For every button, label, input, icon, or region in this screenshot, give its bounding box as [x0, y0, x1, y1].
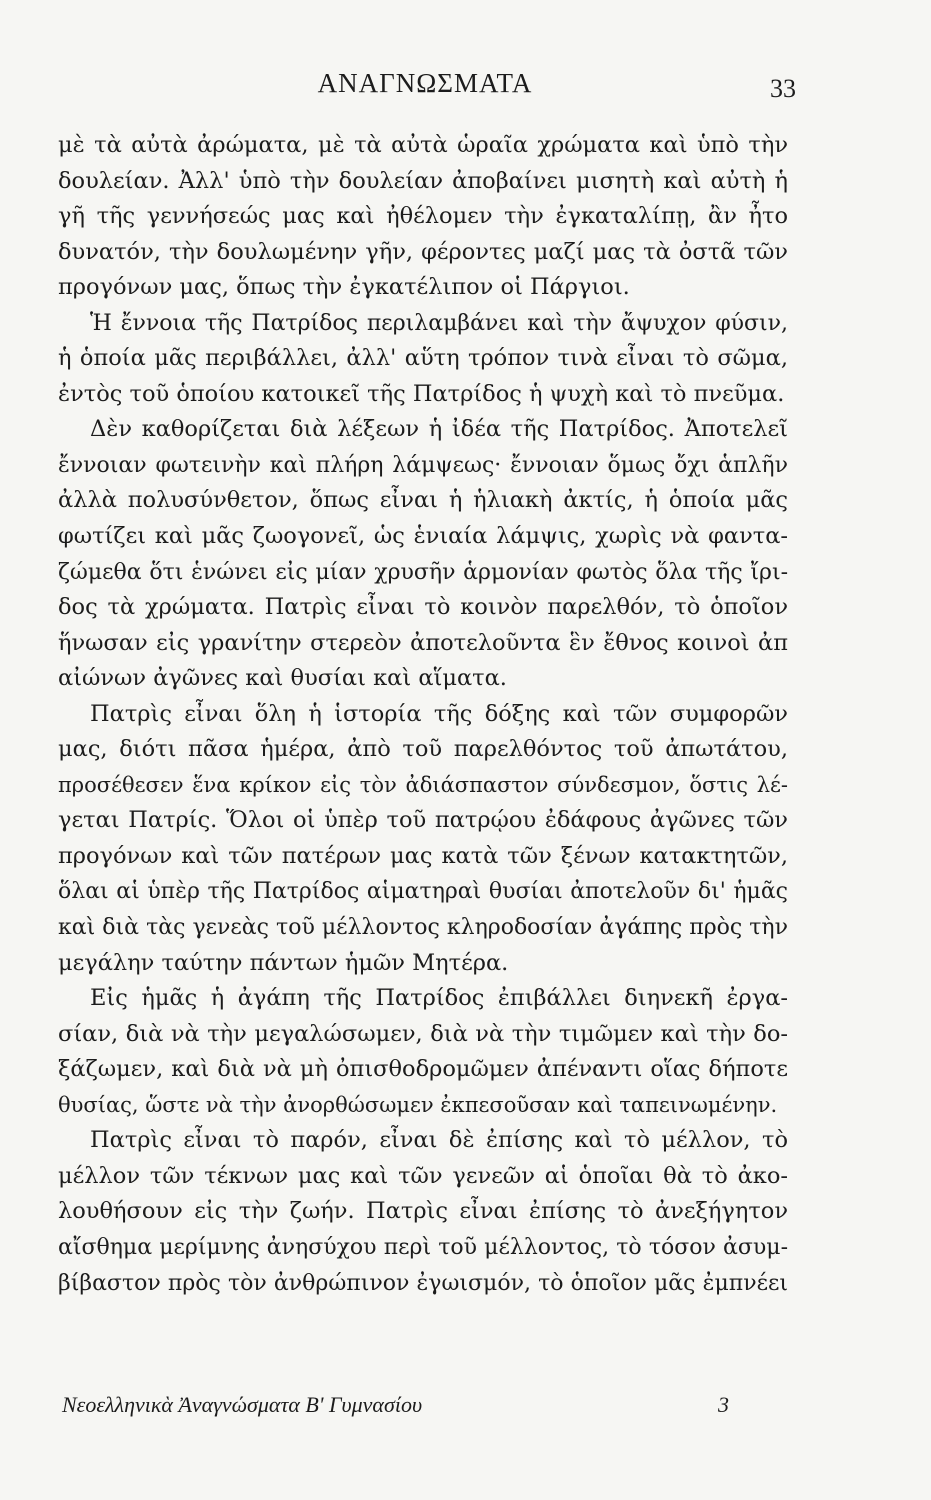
text-line: αἴσθημα μερίμνης ἀνησύχου περὶ τοῦ μέλλοντος, τὸ τόσον ἀσυμ- — [58, 1234, 788, 1260]
text-line: μεγάλην ταύτην πάντων ἡμῶν Μητέρα. — [58, 949, 509, 976]
text-line: ἔννοιαν φωτεινὴν καὶ πλήρη λάμψεως· ἔννοιαν ὅμως ὄχι ἁπλῆν — [58, 452, 788, 478]
text-line: λουθήσουν εἰς τὴν ζωήν. Πατρὶς εἶναι ἐπίσης τὸ ἀνεξήγητον — [58, 1198, 788, 1225]
paragraph-first-line: Δὲν καθορίζεται διὰ λέξεων ἡ ἰδέα τῆς Πατρίδος. Ἀποτελεῖ — [90, 416, 788, 443]
signature-mark: 3 — [718, 1392, 729, 1417]
text-line: γεται Πατρίς. Ὅλοι οἱ ὑπὲρ τοῦ πατρῴου ἐδάφους ἀγῶνες τῶν — [58, 807, 788, 834]
text-line: δυνατόν, τὴν δουλωμένην γῆν, φέροντες μαζί μας τὰ ὀστᾶ τῶν — [58, 238, 788, 265]
text-line: προγόνων καὶ τῶν πατέρων μας κατὰ τῶν ξένων κατακτητῶν, — [58, 842, 788, 869]
text-line: δουλείαν. Ἀλλ' ὑπὸ τὴν δουλείαν ἀποβαίνει μισητὴ καὶ αὐτὴ ἡ — [58, 167, 788, 194]
text-line: ξάζωμεν, καὶ διὰ νὰ μὴ ὀπισθοδρομῶμεν ἀπέναντι οἵας δήποτε — [58, 1056, 788, 1083]
text-line: ὅλαι αἱ ὑπὲρ τῆς Πατρίδος αἱματηραὶ θυσίαι ἀποτελοῦν δι' ἡμᾶς — [58, 879, 788, 905]
text-line: καὶ διὰ τὰς γενεὰς τοῦ μέλλοντος κληροδοσίαν ἀγάπης πρὸς τὴν — [58, 915, 788, 941]
running-title: ΑΝΑΓΝΩΣΜΑΤΑ — [317, 68, 533, 98]
text-line: ἡ ὁποία μᾶς περιβάλλει, ἀλλ' αὕτη τρόπον τινὰ εἶναι τὸ σῶμα, — [58, 345, 788, 372]
paragraph-first-line: Εἰς ἡμᾶς ἡ ἀγάπη τῆς Πατρίδος ἐπιβάλλει διηνεκῆ ἐργα- — [90, 985, 788, 1012]
text-line: μὲ τὰ αὐτὰ ἀρώματα, μὲ τὰ αὐτὰ ὡραῖα χρώματα καὶ ὑπὸ τὴν — [58, 132, 788, 158]
text-line: προγόνων μας, ὅπως τὴν ἐγκατέλιπον οἱ Πάργιοι. — [58, 274, 630, 301]
text-line: φωτίζει καὶ μᾶς ζωογονεῖ, ὡς ἑνιαία λάμψις, χωρὶς νὰ φαντα- — [58, 523, 788, 550]
text-line: αἰώνων ἀγῶνες καὶ θυσίαι καὶ αἵματα. — [58, 665, 507, 692]
text-line: μέλλον τῶν τέκνων μας καὶ τῶν γενεῶν αἱ ὁποῖαι θὰ τὸ ἀκο- — [58, 1162, 788, 1189]
paragraph-first-line: Πατρὶς εἶναι τὸ παρόν, εἶναι δὲ ἐπίσης καὶ τὸ μέλλον, τὸ — [90, 1127, 788, 1154]
text-line: θυσίας, ὥστε νὰ τὴν ἀνορθώσωμεν ἐκπεσοῦσαν καὶ ταπεινωμένην. — [58, 1092, 778, 1117]
text-line: βίβαστον πρὸς τὸν ἀνθρώπινον ἐγωισμόν, τὸ ὁποῖον μᾶς ἐμπνέει — [58, 1270, 788, 1296]
paragraph-first-line: Πατρὶς εἶναι ὅλη ἡ ἱστορία τῆς δόξης καὶ τῶν συμφορῶν — [90, 700, 788, 727]
text-line: ζώμεθα ὅτι ἑνώνει εἰς μίαν χρυσῆν ἁρμονίαν φωτὸς ὅλα τῆς ἴρι- — [58, 559, 788, 585]
body-text — [58, 128, 788, 1301]
text-line: δος τὰ χρώματα. Πατρὶς εἶναι τὸ κοινὸν παρελθόν, τὸ ὁποῖον — [58, 594, 788, 621]
text-line: γῆ τῆς γεννήσεώς μας καὶ ἠθέλομεν τὴν ἐγκαταλίπῃ, ἂν ἦτο — [58, 203, 788, 230]
running-header — [60, 68, 796, 112]
page-number: 33 — [770, 74, 796, 103]
text-line: μας, διότι πᾶσα ἡμέρα, ἀπὸ τοῦ παρελθόντος τοῦ ἀπωτάτου, — [58, 736, 788, 763]
text-line: προσέθεσεν ἕνα κρίκον εἰς τὸν ἀδιάσπαστον σύνδεσμον, ὅστις λέ- — [58, 772, 788, 797]
text-line: ἀλλὰ πολυσύνθετον, ὅπως εἶναι ἡ ἡλιακὴ ἀκτίς, ἡ ὁποία μᾶς — [58, 487, 788, 514]
text-line: ἐντὸς τοῦ ὁποίου κατοικεῖ τῆς Πατρίδος ἡ ψυχὴ καὶ τὸ πνεῦμα. — [58, 380, 785, 407]
paragraph-first-line: Ἡ ἔννοια τῆς Πατρίδος περιλαμβάνει καὶ τὴν ἄψυχον φύσιν, — [90, 310, 788, 336]
text-line: σίαν, διὰ νὰ τὴν μεγαλώσωμεν, διὰ νὰ τὴν τιμῶμεν καὶ τὴν δο- — [58, 1020, 788, 1047]
footer-book-title: Νεοελληνικὰ Ἀναγνώσματα Β' Γυμνασίου — [62, 1392, 423, 1417]
page-footer — [58, 1392, 788, 1426]
text-line: ἥνωσαν εἰς γρανίτην στερεὸν ἀποτελοῦντα ἓν ἔθνος κοινοὶ ἀπ — [58, 629, 788, 656]
